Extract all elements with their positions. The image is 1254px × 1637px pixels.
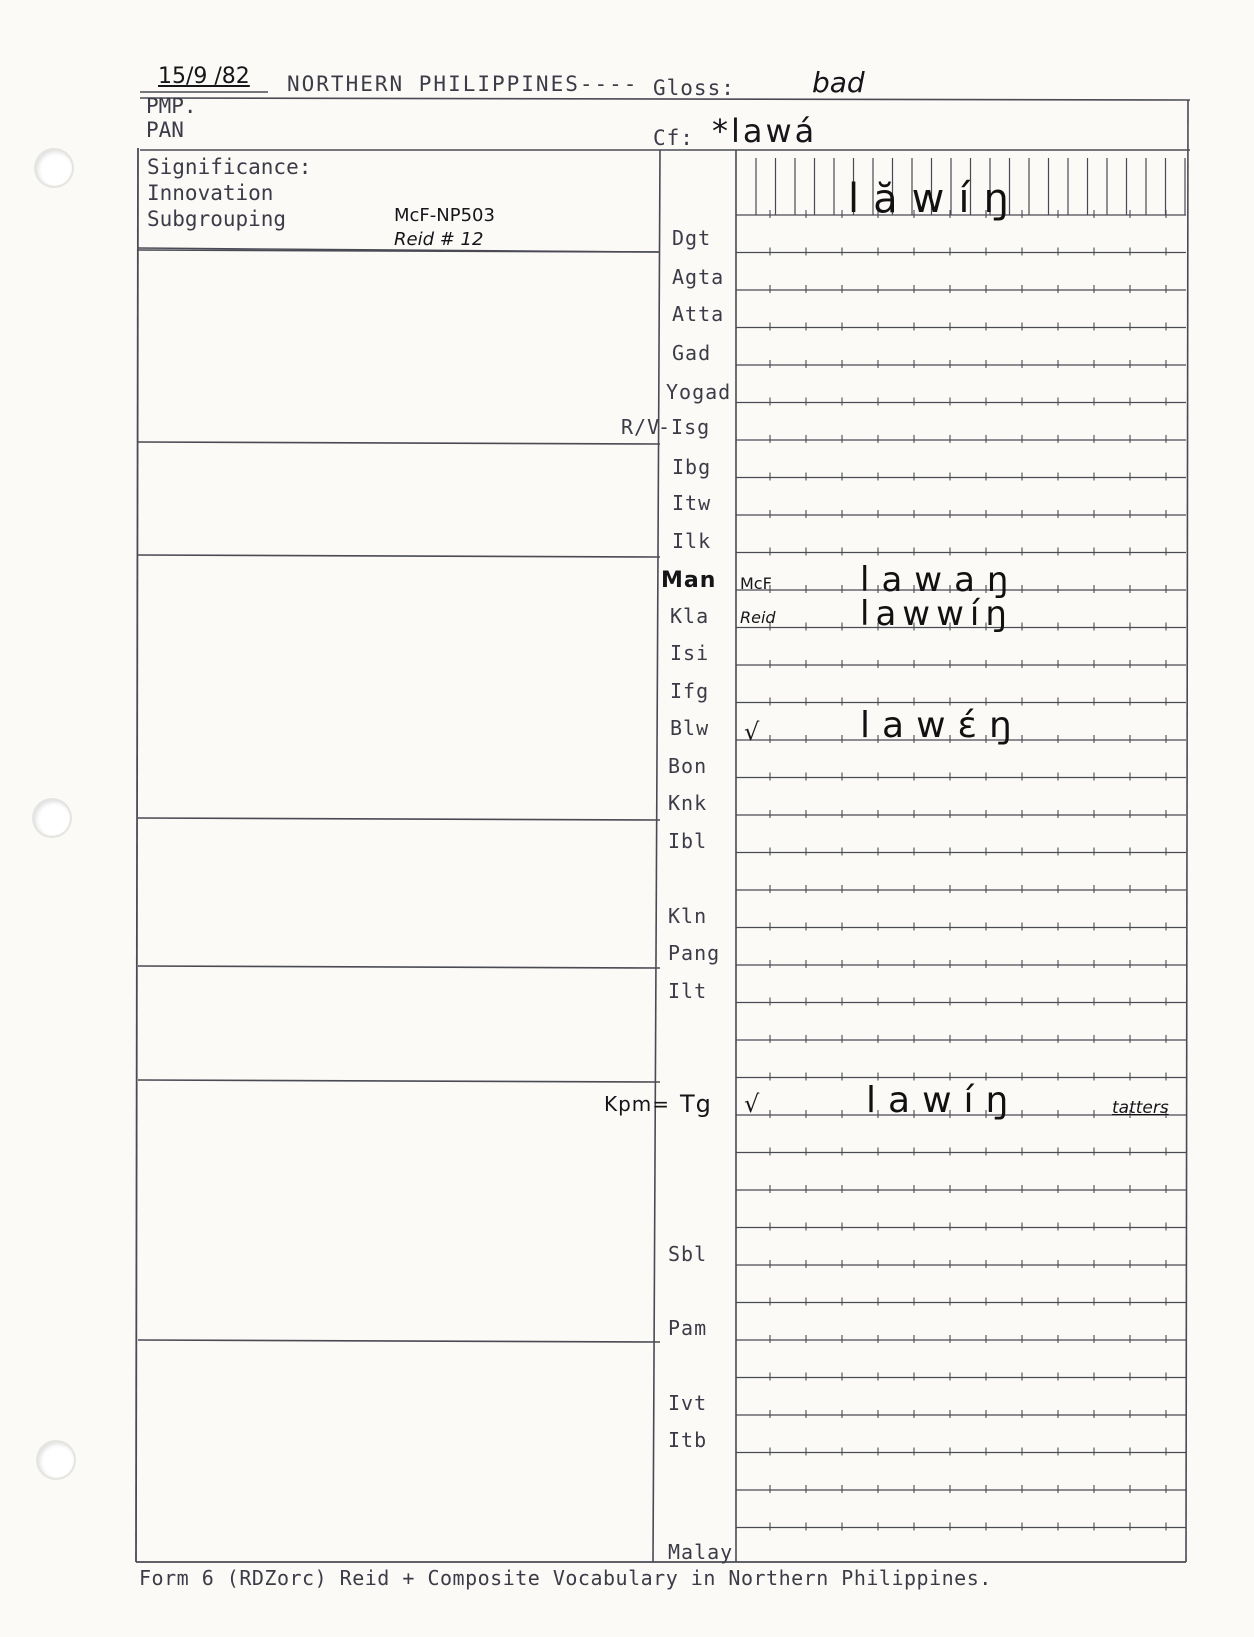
lang-ivt: Ivt [668, 1391, 708, 1415]
significance-title: Significance: [147, 155, 312, 179]
cf-label: Cf: [653, 126, 694, 150]
pan-label: PAN [146, 118, 184, 142]
gloss-label: Gloss: [653, 76, 735, 100]
lang-ibg: Ibg [672, 455, 712, 479]
lang-itw: Itw [672, 491, 712, 515]
entry-blw-form: lawɛ́ŋ [860, 705, 1024, 746]
entry-tg-check: √ [744, 1090, 760, 1118]
lang-ibl: Ibl [668, 829, 708, 853]
form-footer: Form 6 (RDZorc) Reid + Composite Vocabulary in Northern Philippines. [139, 1566, 992, 1590]
lang-blw: Blw [670, 716, 710, 740]
entry-blw-check: √ [744, 718, 760, 746]
lang-rv: R/V [621, 415, 661, 439]
lang-ifg: Ifg [670, 679, 710, 703]
lang-tg: Tg [680, 1090, 712, 1118]
lang-isi: Isi [670, 641, 710, 665]
section-divider [138, 555, 660, 557]
entry-tg-form: lawíŋ [866, 1080, 1021, 1121]
entry-kla-form: lawwíŋ [860, 594, 1013, 634]
section-divider [138, 818, 660, 820]
pmp-label: PMP. [146, 94, 197, 118]
lang-knk: Knk [668, 791, 708, 815]
lang-dgt: Dgt [672, 226, 712, 250]
reference-mcf: McF-NP503 [394, 205, 495, 226]
section-divider [138, 1340, 660, 1342]
lang-kln: Kln [668, 904, 708, 928]
lang-malay: Malay [668, 1540, 734, 1564]
section-divider [138, 966, 660, 968]
lang-pang: Pang [668, 941, 721, 965]
lang-pam: Pam [668, 1316, 708, 1340]
lang-agta: Agta [672, 265, 725, 289]
entry-kla-source: Reid [740, 608, 776, 627]
lang-ilt: Ilt [668, 979, 708, 1003]
lang-isg: -Isg [658, 415, 711, 439]
lang-ilk: Ilk [672, 529, 712, 553]
reference-reid: Reid # 12 [394, 229, 484, 250]
gloss-value: bad [812, 66, 865, 99]
entry-man-form: lawaŋ [860, 560, 1021, 600]
subgrouping-label: Subgrouping [147, 207, 287, 231]
section-divider [138, 442, 660, 444]
lang-bon: Bon [668, 754, 708, 778]
lang-yogad: Yogad [666, 380, 732, 404]
frame-right [1186, 100, 1188, 1562]
frame-left [136, 148, 138, 1562]
lang-gad: Gad [672, 341, 712, 365]
language-column-left [653, 150, 660, 1562]
lang-man: Man [661, 568, 717, 593]
gloss-underline [750, 99, 865, 100]
innovation-label: Innovation [147, 181, 274, 205]
cf-value: *lawá [712, 112, 818, 150]
lang-kpm: Kpm= [604, 1092, 671, 1116]
lang-atta: Atta [672, 302, 725, 326]
section-divider [138, 1080, 660, 1082]
date-handwritten: 15/9 /82 [158, 64, 250, 89]
protoform: lăwíŋ [848, 176, 1023, 222]
lang-itb: Itb [668, 1428, 708, 1452]
entry-tg-note: tatters [1112, 1098, 1169, 1118]
lang-sbl: Sbl [668, 1242, 708, 1266]
lang-kla: Kla [670, 604, 710, 628]
region-title: NORTHERN PHILIPPINES---- [287, 72, 639, 96]
entry-man-source: McF [740, 574, 772, 593]
